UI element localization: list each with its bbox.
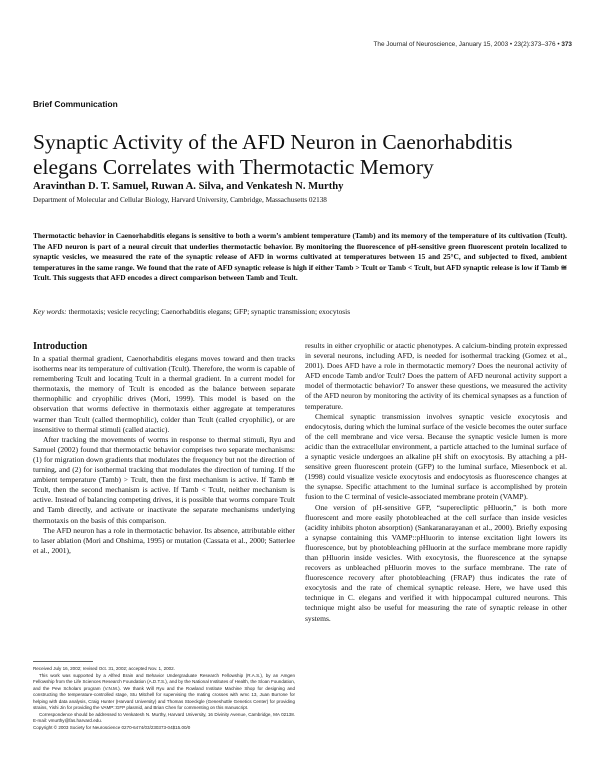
keywords bbox=[33, 307, 567, 316]
keywords-label: Key words: bbox=[33, 307, 67, 316]
journal-citation: The Journal of Neuroscience, January 15, 2003 • 23(2):373–376 bbox=[373, 41, 556, 48]
footnote-acknowledgments: This work was supported by a Alfred Brain and Behavior Undergraduate Research Fellowship (R.A.S.), by an Amgen Fellowship from the Life Sciences Research Foundation (A.D.T.S.), and by the National Institutes of Health, the Sloan Foundation, and the Pew Scholars program (V.N.M.). We thank Will Ryu and the Rowland Institute Machine Shop for designing and constructing the temperature-controlled stage, Stu Mitchell for supervising the mating crosses with wmc 13, Juan Burrone for helping with data analysis, Craig Hunter (Harvard University) and Thomas Stoeckgle (Geneshuttle Genetics Center) for providing strains, Yishi Jin for providing the VAMP::GFP plasmid, and Brian Chen for commenting on this manuscript. bbox=[33, 672, 295, 710]
body-paragraph: In a spatial thermal gradient, Caenorhabditis elegans moves toward and then tracks isotherms near its temperature of cultivation (Tcult). Therefore, the worm is capable of remembering Tcult and locating Tcult in a thermal gradient. In a current model for thermotaxis, the memory of Tcult is encoded as the balance between separate thermophilic and cryophilic drives (Mori, 1999). This model is based on the observation that worms defective in thermotaxis either aggregate at temperatures warmer than Tcult (called thermophilic), colder than Tcult (called cryophilic), or are insensitive to thermal stimuli (called atactic). bbox=[33, 354, 295, 434]
right-column bbox=[305, 341, 567, 624]
body-paragraph: The AFD neuron has a role in thermotactic behavior. Its absence, attributable either to laser ablation (Mori and Ohshima, 1995) or mutation (Cassata et al., 2000; Satterlee et al., 2001), bbox=[33, 525, 295, 555]
body-paragraph: One version of pH-sensitive GFP, “superecliptic pHluorin,” is both more fluorescent and more easily photobleached at the cell surface than inside vesicles (acidity inhibits photon absorption) (Sankaranarayanan et al., 2000). Briefly exposing a synapse containing this VAMP::pHluorin to intense excitation light lowers its fluorescence, but by photobleaching pHluorin at the surface membrane more rapidly than pHluorin inside vesicles. With exocytosis, the fluorescence at the synapse recovers as unbleached pHluorin moves to the surface membrane. The rate of fluorescence recovery after photobleaching (FRAP) thus indicates the rate of exocytosis and the rate of chemical synaptic release. Here, we have used this technique in C. elegans and verified it with hippocampal cultured neurons. This technique might also be useful for measuring the rate of synaptic release in other systems. bbox=[305, 502, 567, 623]
author-affiliation: Department of Molecular and Cellular Biology, Harvard University, Cambridge, Massachusetts 02138 bbox=[33, 196, 327, 204]
body-paragraph: results in either cryophilic or atactic phenotypes. A calcium-binding protein expressed in several neurons, including AFD, is needed for isothermal tracking (Gomez et al., 2001). Does AFD have a role in thermotactic memory? Does the neuronal activity of AFD encode Tamb and/or Tcult? Does the pattern of AFD neuronal activity support a model of thermotactic behavior? To answer these questions, we measured the activity of the AFD neuron by monitoring the activity of its chemical synapses as a function of temperature. bbox=[305, 341, 567, 411]
footnote-correspondence: Correspondence should be addressed to Venkatesh N. Murthy, Harvard University, 16 Divinity Avenue, Cambridge, MA 02138. E-mail: vmurthy@fas.harvard.edu. bbox=[33, 711, 295, 723]
page-number: 373 bbox=[561, 41, 572, 48]
abstract: Thermotactic behavior in Caenorhabditis elegans is sensitive to both a worm’s ambient temperature (Tamb) and its memory of the temperature of its cultivation (Tcult). The AFD neuron is part of a neural circuit that underlies thermotactic behavior. By monitoring the fluorescence of pH-sensitive green fluorescent protein localized to synaptic vesicles, we measured the rate of the synaptic release of AFD in worms cultivated at temperatures between 15 and 25°C, and subjected to fixed, ambient temperatures in the same range. We found that the rate of AFD synaptic release is high if either Tamb > Tcult or Tamb < Tcult, but AFD synaptic release is low if Tamb ≅ Tcult. This suggests that AFD encodes a direct comparison between Tamb and Tcult. bbox=[33, 231, 567, 283]
running-head: The Journal of Neuroscience, January 15, 2003 • 23(2):373–376 • 373 bbox=[373, 41, 572, 48]
article-type-label: Brief Communication bbox=[33, 99, 118, 109]
keywords-text: thermotaxis; vesicle recycling; Caenorhabditis elegans; GFP; synaptic transmission; exocytosis bbox=[68, 307, 351, 316]
footnotes bbox=[33, 666, 295, 731]
footnote-dates: Received July 16, 2002; revised Oct. 31, 2002; accepted Nov. 1, 2002. bbox=[33, 666, 175, 671]
author-list: Aravinthan D. T. Samuel, Ruwan A. Silva, and Venkatesh N. Murthy bbox=[33, 181, 344, 192]
footnote-divider bbox=[33, 661, 93, 662]
footnote-copyright: Copyright © 2003 Society for Neuroscience 0270-6474/03/230373-04$15.00/0 bbox=[33, 724, 191, 730]
article-title: Synaptic Activity of the AFD Neuron in Caenorhabditis elegans Correlates with Thermotactic Memory bbox=[33, 130, 513, 180]
introduction-heading: Introduction bbox=[33, 341, 88, 352]
left-column bbox=[33, 341, 295, 556]
body-paragraph: After tracking the movements of worms in response to thermal stimuli, Ryu and Samuel (2002) found that thermotactic behavior comprises two separate mechanisms: (1) for migration down gradients that modulates the frequency but not the direction of turning, and (2) for isothermal tracking that modulates the direction of turning. If the ambient temperature (Tamb) > Tcult, then the first mechanism is active. If Tamb ≅ Tcult, then the second mechanism is active. If Tamb < Tcult, neither mechanism is active. Instead of balancing competing drives, it is possible that worms compare Tcult and Tamb directly, and activate or inactivate the separate mechanisms underlying thermotaxis on the basis of this comparison. bbox=[33, 434, 295, 525]
body-paragraph: Chemical synaptic transmission involves synaptic vesicle exocytosis and endocytosis, during which the luminal surface of the vesicle becomes the outer surface of the cell membrane and vice versa. Because the synaptic vesicle lumen is more acidic than the extracellular environment, a particle attached to the luminal surface of a synaptic vesicle undergoes an alkaline pH shift on exocytosis. By attaching a pH-sensitive green fluorescent protein (GFP) to the luminal surface, Miesenbock et al. (1998) could visualize vesicle exocytosis and endocytosis as fluorescence changes at the synapse. Specific attachment to the luminal surface is accomplished by protein fusion to the C terminal of vesicle-associated membrane protein (VAMP). bbox=[305, 411, 567, 502]
